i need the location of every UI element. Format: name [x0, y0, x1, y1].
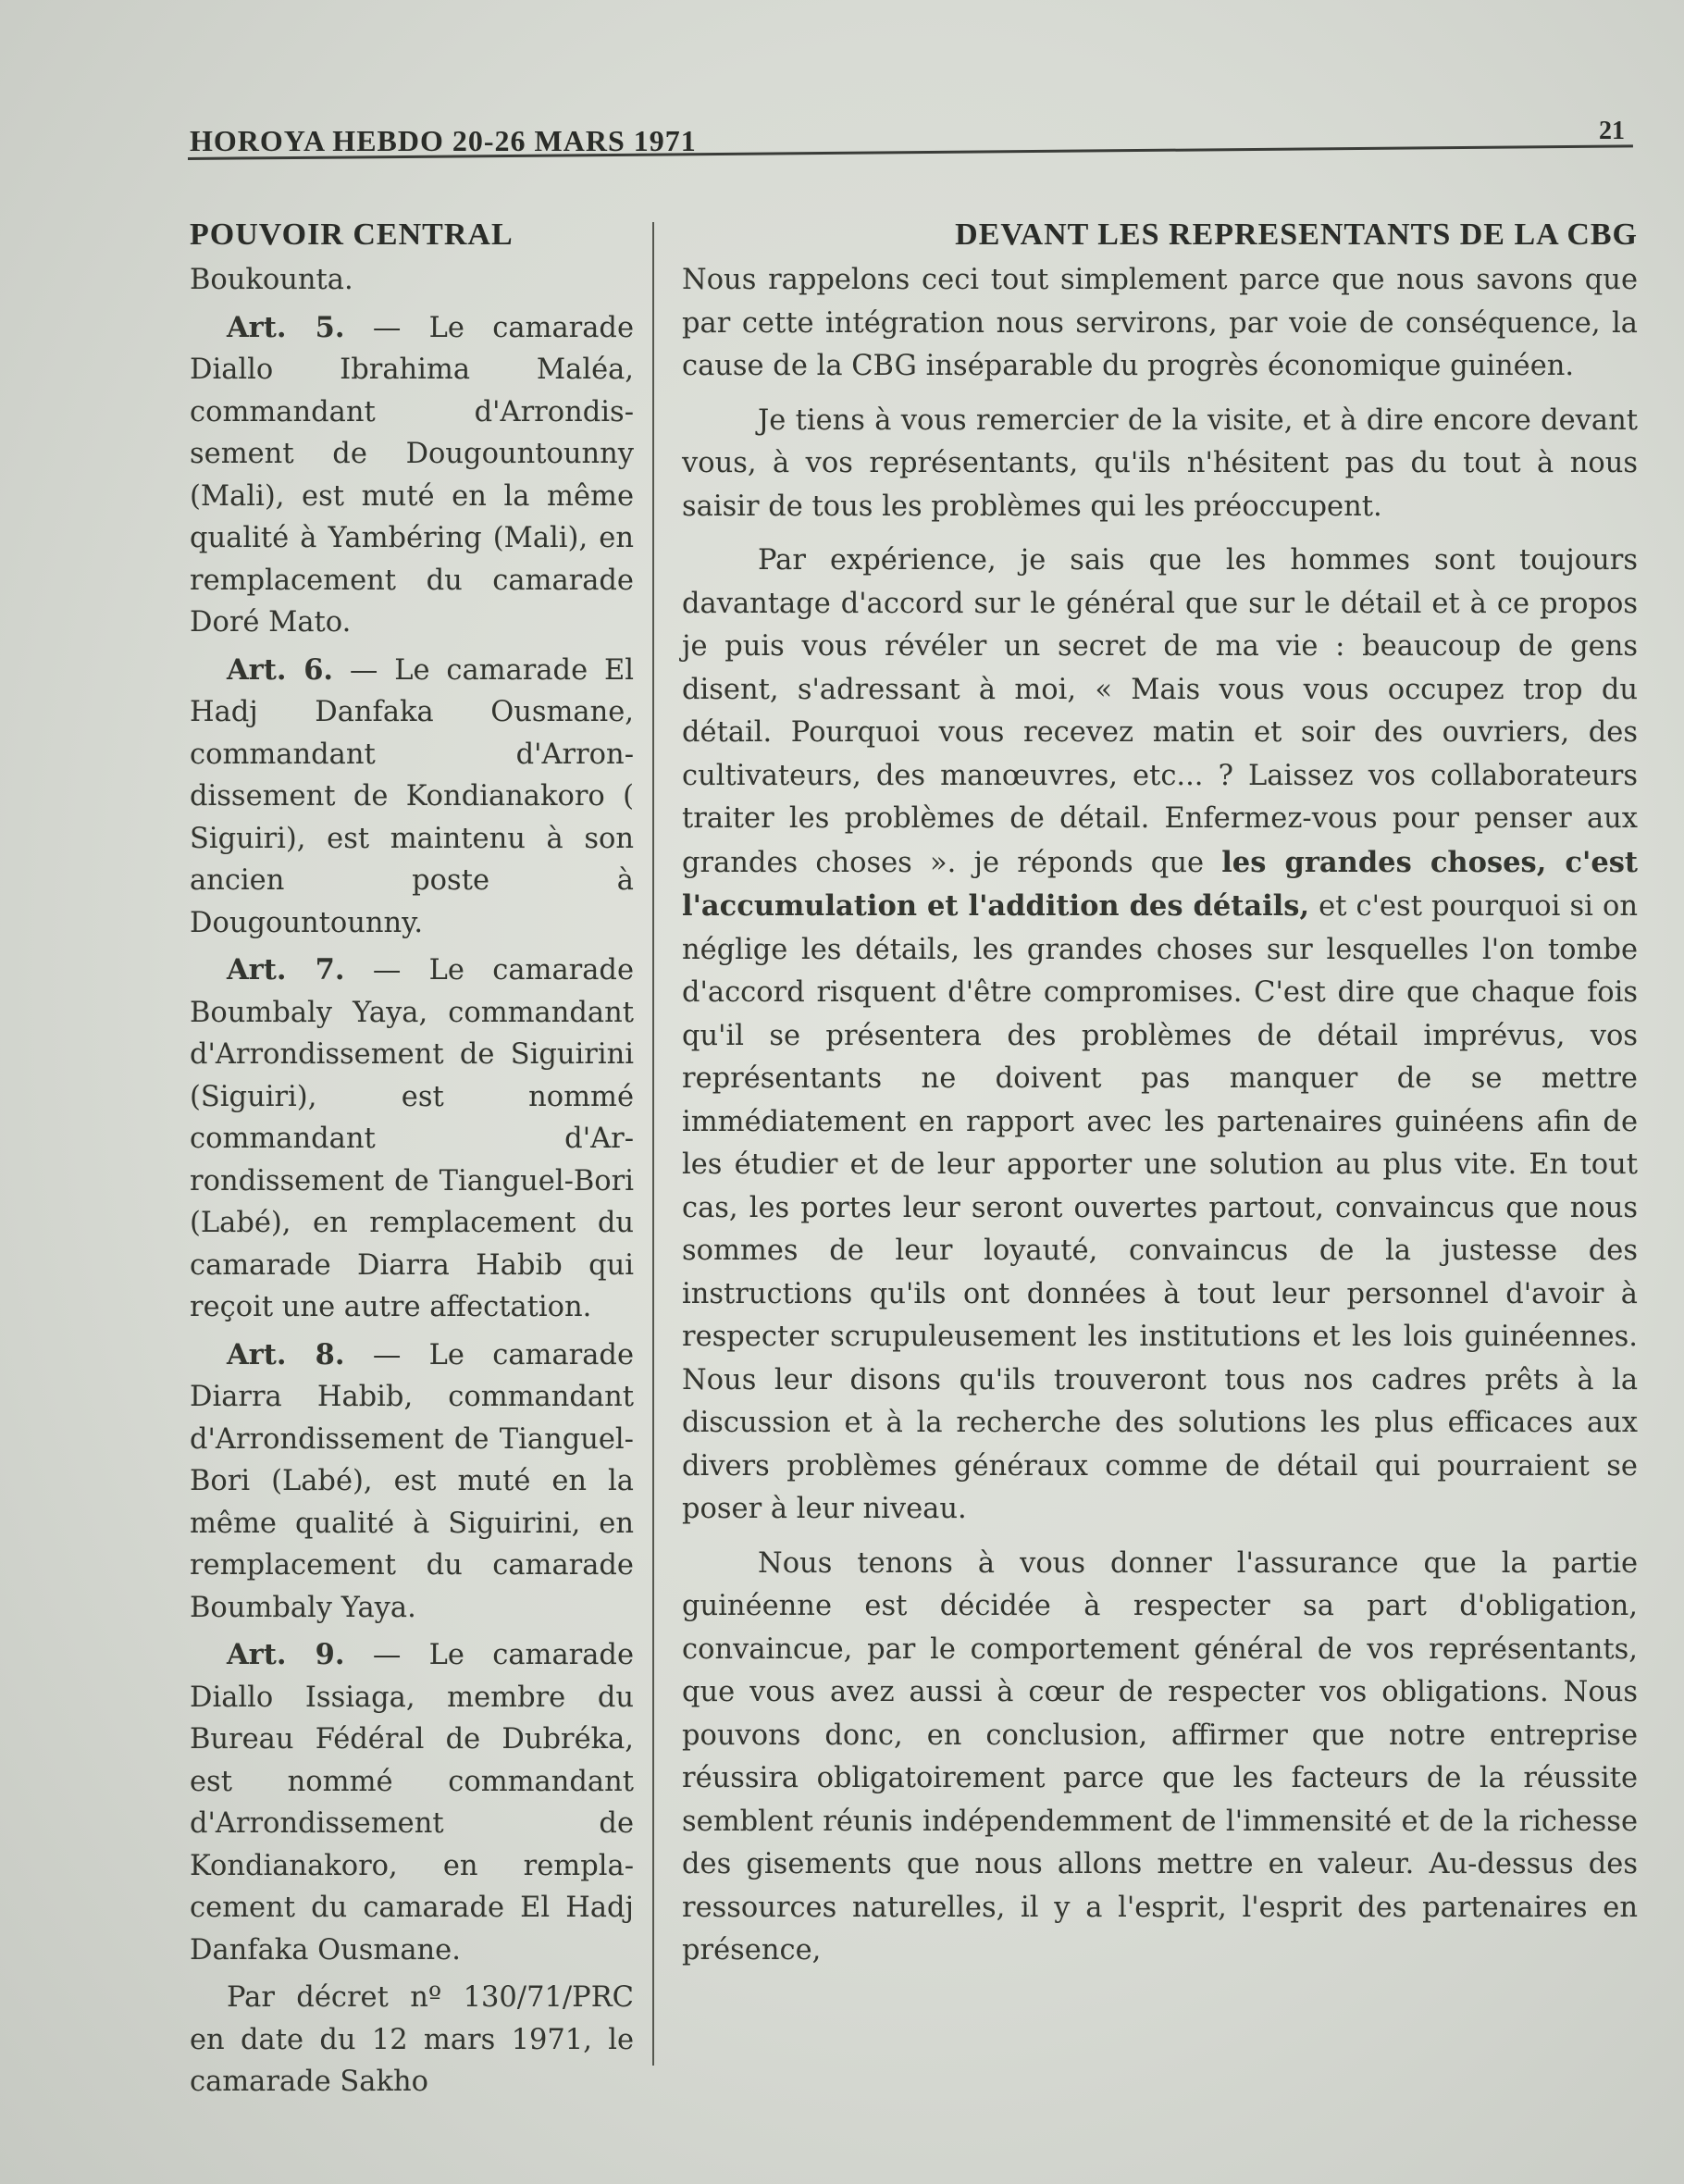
right-column-heading: DEVANT LES REPRESENTANTS DE LA CBG: [955, 217, 1638, 252]
article-8: [190, 1334, 634, 1630]
article-5: [190, 307, 634, 644]
article-text: — Le camarade Diarra Habib, commandant d'Arrondissement de Tianguel-Bori (Labé), est muté en la même qualité à Siguirini, en remplacement du camarade Boumbaly Yaya.: [190, 1338, 634, 1624]
paragraph-2: Je tiens à vous remercier de la visite, et à dire encore devant vous, à vos représentants, qu'ils n'hésitent pas du tout à nous saisir de tous les problèmes qui les préoccupent.: [682, 403, 1638, 523]
article-label: Art. 7.: [227, 953, 345, 987]
article-label: Art. 6.: [227, 652, 334, 687]
article-label: Art. 8.: [227, 1337, 345, 1371]
article-text: — Le camarade Boumbaly Yaya, commandant d'Arrondissement de Siguirini (Siguiri), est nommé commandant d'Arrondissement de Tianguel-Bori (Labé), en remplacement du camarade Diarra Habib qui reçoit une autre affectation.: [190, 954, 634, 1323]
article-9: [190, 1634, 634, 1971]
paragraph-1: Nous rappelons ceci tout simplement parce que nous savons que par cette intégration nous servirons, par voie de conséquence, la cause de la CBG inséparable du progrès économique guinéen.: [682, 264, 1638, 382]
article-label: Art. 9.: [227, 1638, 345, 1671]
decree-paragraph: Par décret nº 130/71/PRC en date du 12 mars 1971, le camarade Sakho: [190, 1981, 634, 2098]
paragraph-3-start: Par expérience, je sais que les hommes sont toujours davantage d'accord sur le général que sur le détail et à ce propos je puis vous révéler un secret de ma vie : beaucoup de gens disent, s'adressant à moi, « Mais vous vous occupez trop du détail. Pourquoi vous recevez matin et soir des ouvriers, des cultivateurs, des manœuvres, etc... ? Laissez vos collaborateurs traiter les problèmes de détail. Enfermez-vous pour penser aux grandes choses ». je réponds que: [682, 544, 1638, 879]
left-column: [190, 215, 634, 2103]
column-divider: [652, 222, 654, 2066]
page-number: 21: [1599, 117, 1625, 145]
paragraph-3: [682, 540, 1638, 1532]
article-6: [190, 650, 634, 945]
article-text: — Le camarade El Hadj Danfaka Ousmane, commandant d'Arrondissement de Kondianakoro ( Siguiri), est maintenu à son ancien poste à Dougountounny.: [190, 653, 634, 939]
paragraph-3-end: et c'est pourquoi si on néglige les détails, les grandes choses sur lesquelles l'on tombe d'accord risquent d'être compromises. C'est dire que chaque fois qu'il se présentera des problèmes de détail imprévus, vos représentants ne doivent pas manquer de se mettre immédiatement en rapport avec les partenaires guinéens afin de les étudier et de leur apporter une solution au plus vite. En tout cas, les portes leur seront ouvertes partout, convaincus que nous sommes de leur loyauté, convaincus de la justesse des instructions qu'ils ont données à tout leur personnel d'avoir à respecter scrupuleusement les institutions et les lois guinéennes. Nous leur disons qu'ils trouveront tous nos cadres prêts à la discussion et à la recherche des solutions les plus efficaces aux divers problèmes généraux comme de détail qui pourraient se poser à leur niveau.: [682, 890, 1638, 1525]
masthead: HOROYA HEBDO 20-26 MARS 1971: [190, 124, 697, 157]
paragraph-4: Nous tenons à vous donner l'assurance que la partie guinéenne est décidée à respecter sa part d'obligation, convaincue, par le comportement général de vos représentants, que vous avez aussi à cœur de respecter vos obligations. Nous pouvons donc, en conclusion, affirmer que notre entreprise réussira obligatoirement parce que les facteurs de la réussite semblent réunis indépendemment de l'immensité et de la richesse des gisements que nous allons mettre en valeur. Au-dessus des ressources naturelles, il y a l'esprit, l'esprit des partenaires en présence,: [682, 1546, 1638, 1967]
left-column-opening: Boukounta.: [190, 264, 353, 296]
right-column: [682, 215, 1638, 1973]
article-label: Art. 5.: [227, 310, 345, 344]
paragraph-3-bold: les grandes choses, c'est l'accumulation et l'addition des détails,: [682, 845, 1639, 923]
article-text: — Le camarade Diallo Ibrahima Maléa, commandant d'Arrondissement de Dougountounny (Mali), est muté en la même qualité à Yambéring (Mali), en remplacement du camarade Doré Mato.: [190, 311, 634, 639]
left-column-heading: POUVOIR CENTRAL: [190, 217, 514, 252]
article-text: — Le camarade Diallo Issiaga, membre du Bureau Fédéral de Dubréka, est nommé commandant d'Arrondissement de Kondianakoro, en remplacement du camarade El Hadj Danfaka Ousmane.: [190, 1639, 634, 1967]
article-7: [190, 949, 634, 1329]
